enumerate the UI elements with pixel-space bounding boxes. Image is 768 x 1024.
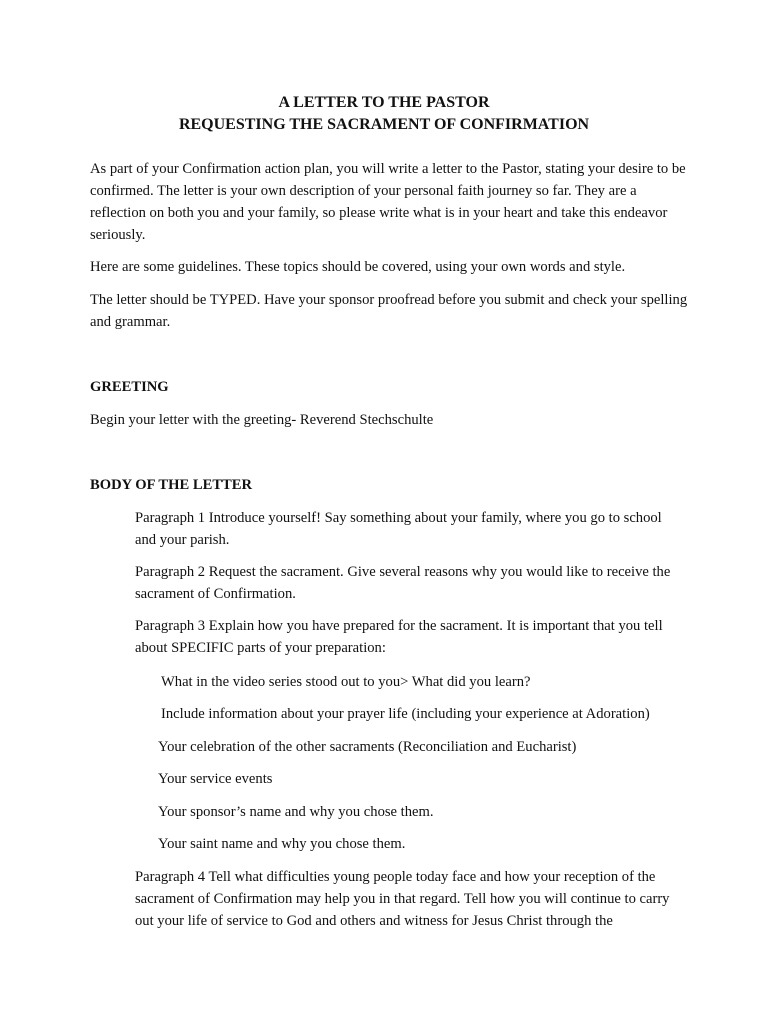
intro-paragraph-3: The letter should be TYPED. Have your sponsor proofread before you submit and check your spelling and grammar. xyxy=(90,292,688,330)
intro-paragraph-1: As part of your Confirmation action plan, you will write a letter to the Pastor, stating your desire to be confirmed. The letter is your own description of your personal faith journey so far. They are a reflection on both you and your family, so please write what is in your heart and take this endeavor seriously. xyxy=(90,161,686,243)
body-paragraph-4: Paragraph 4 Tell what difficulties young people today face and how your reception of the sacrament of Confirmation may help you in that regard. Tell how you will continue to carry out your life of service to God and others and witness for Jesus Christ through the xyxy=(135,869,670,929)
body-heading: BODY OF THE LETTER xyxy=(90,477,253,493)
greeting-text: Begin your letter with the greeting- Reverend Stechschulte xyxy=(90,412,434,428)
prep-item-video: What in the video series stood out to you> What did you learn? xyxy=(161,674,531,690)
prep-item-sponsor: Your sponsor’s name and why you chose them. xyxy=(158,804,434,820)
title-line-2: REQUESTING THE SACRAMENT OF CONFIRMATION xyxy=(178,116,590,133)
greeting-heading: GREETING xyxy=(90,379,169,395)
prep-item-sacraments: Your celebration of the other sacraments (Reconciliation and Eucharist) xyxy=(158,739,577,755)
title-line-1: A LETTER TO THE PASTOR xyxy=(278,94,490,111)
body-paragraph-2: Paragraph 2 Request the sacrament. Give several reasons why you would like to receive the sacrament of Confirmation. xyxy=(135,564,671,602)
body-paragraph-1: Paragraph 1 Introduce yourself! Say something about your family, where you go to school and your parish. xyxy=(135,510,662,548)
body-paragraph-3: Paragraph 3 Explain how you have prepared for the sacrament. It is important that you tell about SPECIFIC parts of your preparation: xyxy=(135,618,663,656)
prep-item-service: Your service events xyxy=(158,771,273,787)
prep-item-prayer: Include information about your prayer life (including your experience at Adoration) xyxy=(161,706,650,722)
prep-item-saint: Your saint name and why you chose them. xyxy=(158,836,406,852)
intro-paragraph-2: Here are some guidelines. These topics should be covered, using your own words and style. xyxy=(90,259,626,275)
